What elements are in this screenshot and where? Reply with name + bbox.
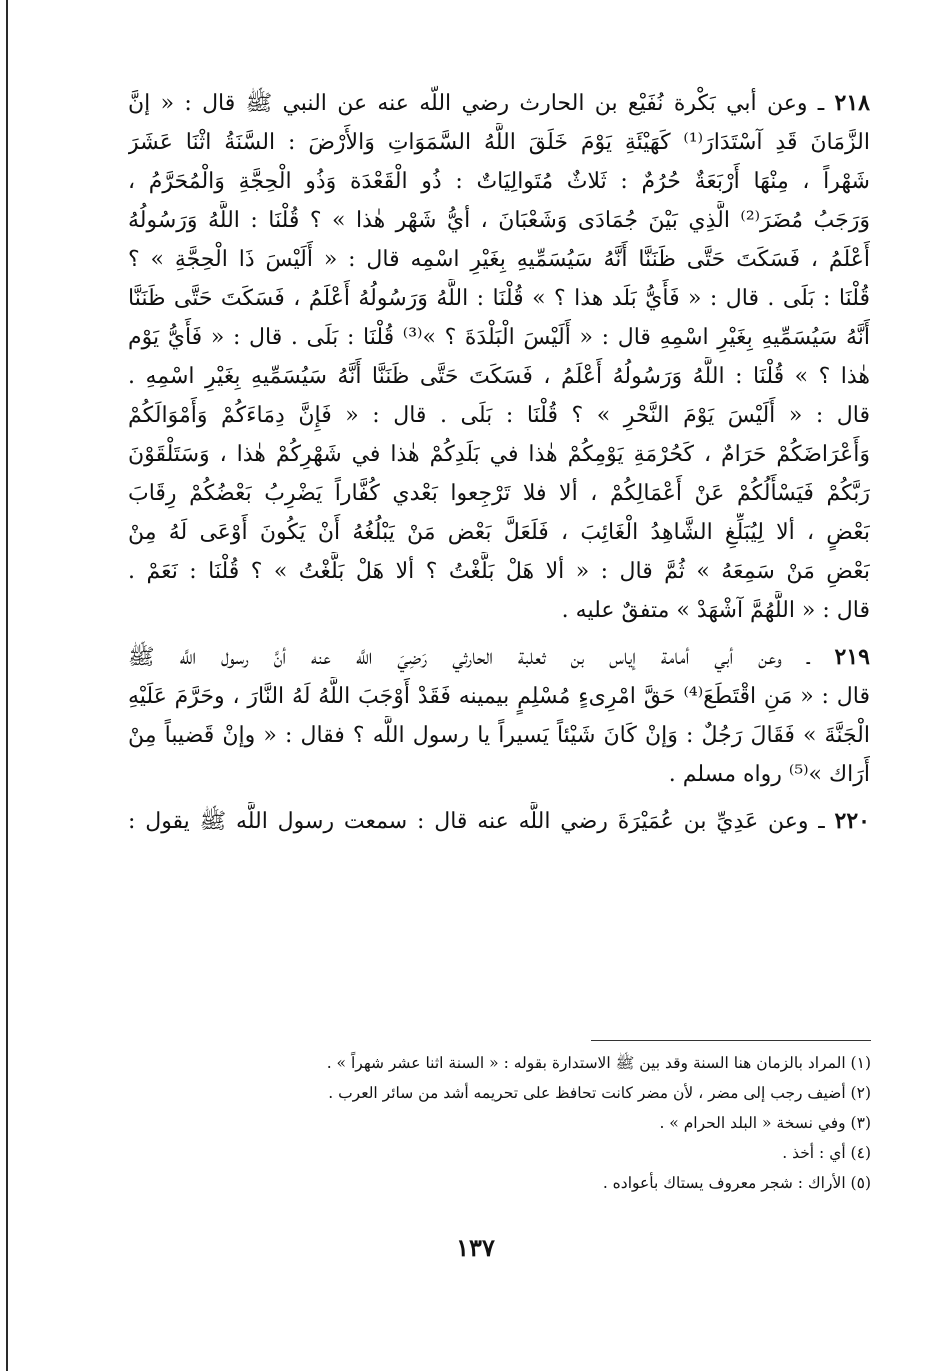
main-text [128,84,870,841]
page-edge-line [6,0,8,1371]
text-line: الزَّمَانَ قَدِ آسْتَدَارَ⁽¹⁾ كَهَيْئَةِ يَوْمَ خَلَقَ اللَّهُ السَّمَوَاتِ وَالأَرْضَ : السَّنَةُ اثْنَا عَشَرَ [128,130,870,155]
footnote-separator [591,1040,871,1041]
text-line: قال : « مَنِ اقْتَطَعَ⁽⁴⁾ حَقَّ امْرِىءٍ مُسْلِمٍ بيمينه فَقَدْ أَوْجَبَ اللَّهُ لَهُ النَّارَ ، وحَرَّمَ عَلَيْهِ [128,684,870,709]
text-line: قال : « أَلَيْسَ يَوْمَ النَّحْرِ » ؟ قُلْنَا : بَلَى . قال : « فَإِنَّ دِمَاءَكُمْ وَأَمْوَالَكُمْ [128,403,870,428]
hadith-220 [128,802,870,841]
text-line: شَهْراً ، مِنْهَا أَرْبَعَةٌ حُرُمٌ : ثَلاثٌ مُتَوالِيَاتٌ : ذُو الْقَعْدَة وَذُو الْحِجَّةِ وَالْمُحَرَّمُ ، [128,169,870,194]
text-line: بَعْضٍ ، ألا لِيُبَلِّغِ الشَّاهِدُ الْغَائِبَ ، فَلَعَلَّ بَعْض مَنْ يَبْلُغُهُ أَنْ يَكُونَ أَوْعَى لَهُ مِنْ [128,520,870,545]
hadith-number: ٢١٩ [834,644,870,670]
text-line: بَعْضِ مَنْ سَمِعَهُ » ثُمَّ قال : « ألا هَلْ بَلَّغْتُ ؟ ألا هَلْ بَلَّغْتُ » ؟ قُلْنَا : نَعَمْ . [128,559,870,584]
page-number: ١٣٧ [456,1233,495,1262]
footnotes [151,1048,871,1198]
hadith-number: ٢٢٠ [834,808,870,834]
text-line: قُلْنَا : بَلَى . قال : « فَأَيُّ بَلَد هذا ؟ » قُلْنَا : اللَّهُ وَرَسُولُهُ أَعْلَمُ ، فَسَكَتَ حَتَّى ظَنَنَّا [128,286,870,311]
text-line: وَأَعْرَاضَكُمْ حَرَامٌ ، كَحُرْمَةِ يَوْمِكُمْ هٰذا في بَلَدِكُمْ هٰذا في شَهْرِكُمْ هٰذا ، وَسَتَلْقَوْنَ [128,442,870,467]
hadith-219 [128,638,870,794]
text-line: أَرَاك »⁽⁵⁾ رواه مسلم . [668,762,870,787]
text-line: ٢١٨ ـ وعن أبي بَكْرة نُفَيْع بن الحارث رضي اللّه عنه عن النبي ﷺ قال : « إنَّ [128,90,870,116]
footnote-3: (٣) وفي نسخة « البلد الحرام » . [659,1114,871,1132]
text-line: ٢٢٠ ـ وعن عَدِيِّ بن عُمَيْرَةَ رضي اللَّه عنه قال : سمعت رسول اللَّه ﷺ يقول : [128,808,870,834]
text-line: أَنَّهُ سَيُسَمِّيهِ بِغَيْرِ اسْمِهِ قال : « أَلَيْسَ الْبَلْدَةَ ؟ »⁽³⁾ قُلْنَا : بَلَى . قال : « فَأَيُّ يَوْم [128,325,870,350]
footnote-4: (٤) أي : أخذ . [782,1144,871,1162]
hadith-218 [128,84,870,630]
hadith-number: ٢١٨ [834,90,870,116]
footnote-2: (٢) أضيف رجب إلى مضر ، لأن مضر كانت تحافظ على تحريمه أشد من سائر العرب . [328,1084,871,1102]
footnote-1: (١) المراد بالزمان هنا السنة وقد بين ﷺ الاستدارة بقوله : « السنة اثنا عشر شهراً » . [326,1054,871,1072]
footnote-5: (٥) الأراك : شجر معروف يستاك بأعواده . [602,1174,871,1192]
text-line: رَبَّكُمْ فَيَسْأَلُكُمْ عَنْ أَعْمَالِكُمْ ، ألا فلا تَرْجِعوا بَعْدي كُفَّاراً يَضْرِبُ بَعْضُكُمْ رِقَابَ [128,481,870,506]
text-line: الْجَنَّةَ » فَقَالَ رَجُلٌ : وَإنْ كَانَ شَيْئاً يَسيراً يا رسول اللَّه ؟ فقال : « وإنْ قَضيباً مِنْ [128,723,870,748]
text-line: وَرَجَبُ مُضَرَ⁽²⁾ الَّذِي بَيْنَ جُمَادَى وَشَعْبَانَ ، أيُّ شَهْر هٰذا » ؟ قُلْنَا : اللَّهُ وَرَسُولُهُ [128,208,870,233]
text-line: قال : « اللَّهُمَّ آشْهَدْ » متفقٌ عليه . [561,598,870,623]
text-line: هٰذا ؟ » قُلْنَا : اللَّهُ وَرَسُولُهُ أَعْلَمُ ، فَسَكَتَ حَتَّى ظَنَنَّا أَنَّهُ سَيُسَمِّيهِ بِغَيْرِ اسْمِهِ . [128,364,870,389]
text-line: أَعْلَمُ ، فَسَكَتَ حَتَّى ظَنَنَّا أَنَّهُ سَيُسَمِّيهِ بِغَيْرِ اسْمِه قال : « أَلَيْسَ ذَا الْحِجَّةِ » ؟ [128,247,870,272]
text-line: ٢١٩ ـ وعن أبي أمامة إياس بن ثعلبة الحارثي رَضِيَ اللَّه عنه أنَّ رسول اللَّه ﷺ [128,644,870,670]
